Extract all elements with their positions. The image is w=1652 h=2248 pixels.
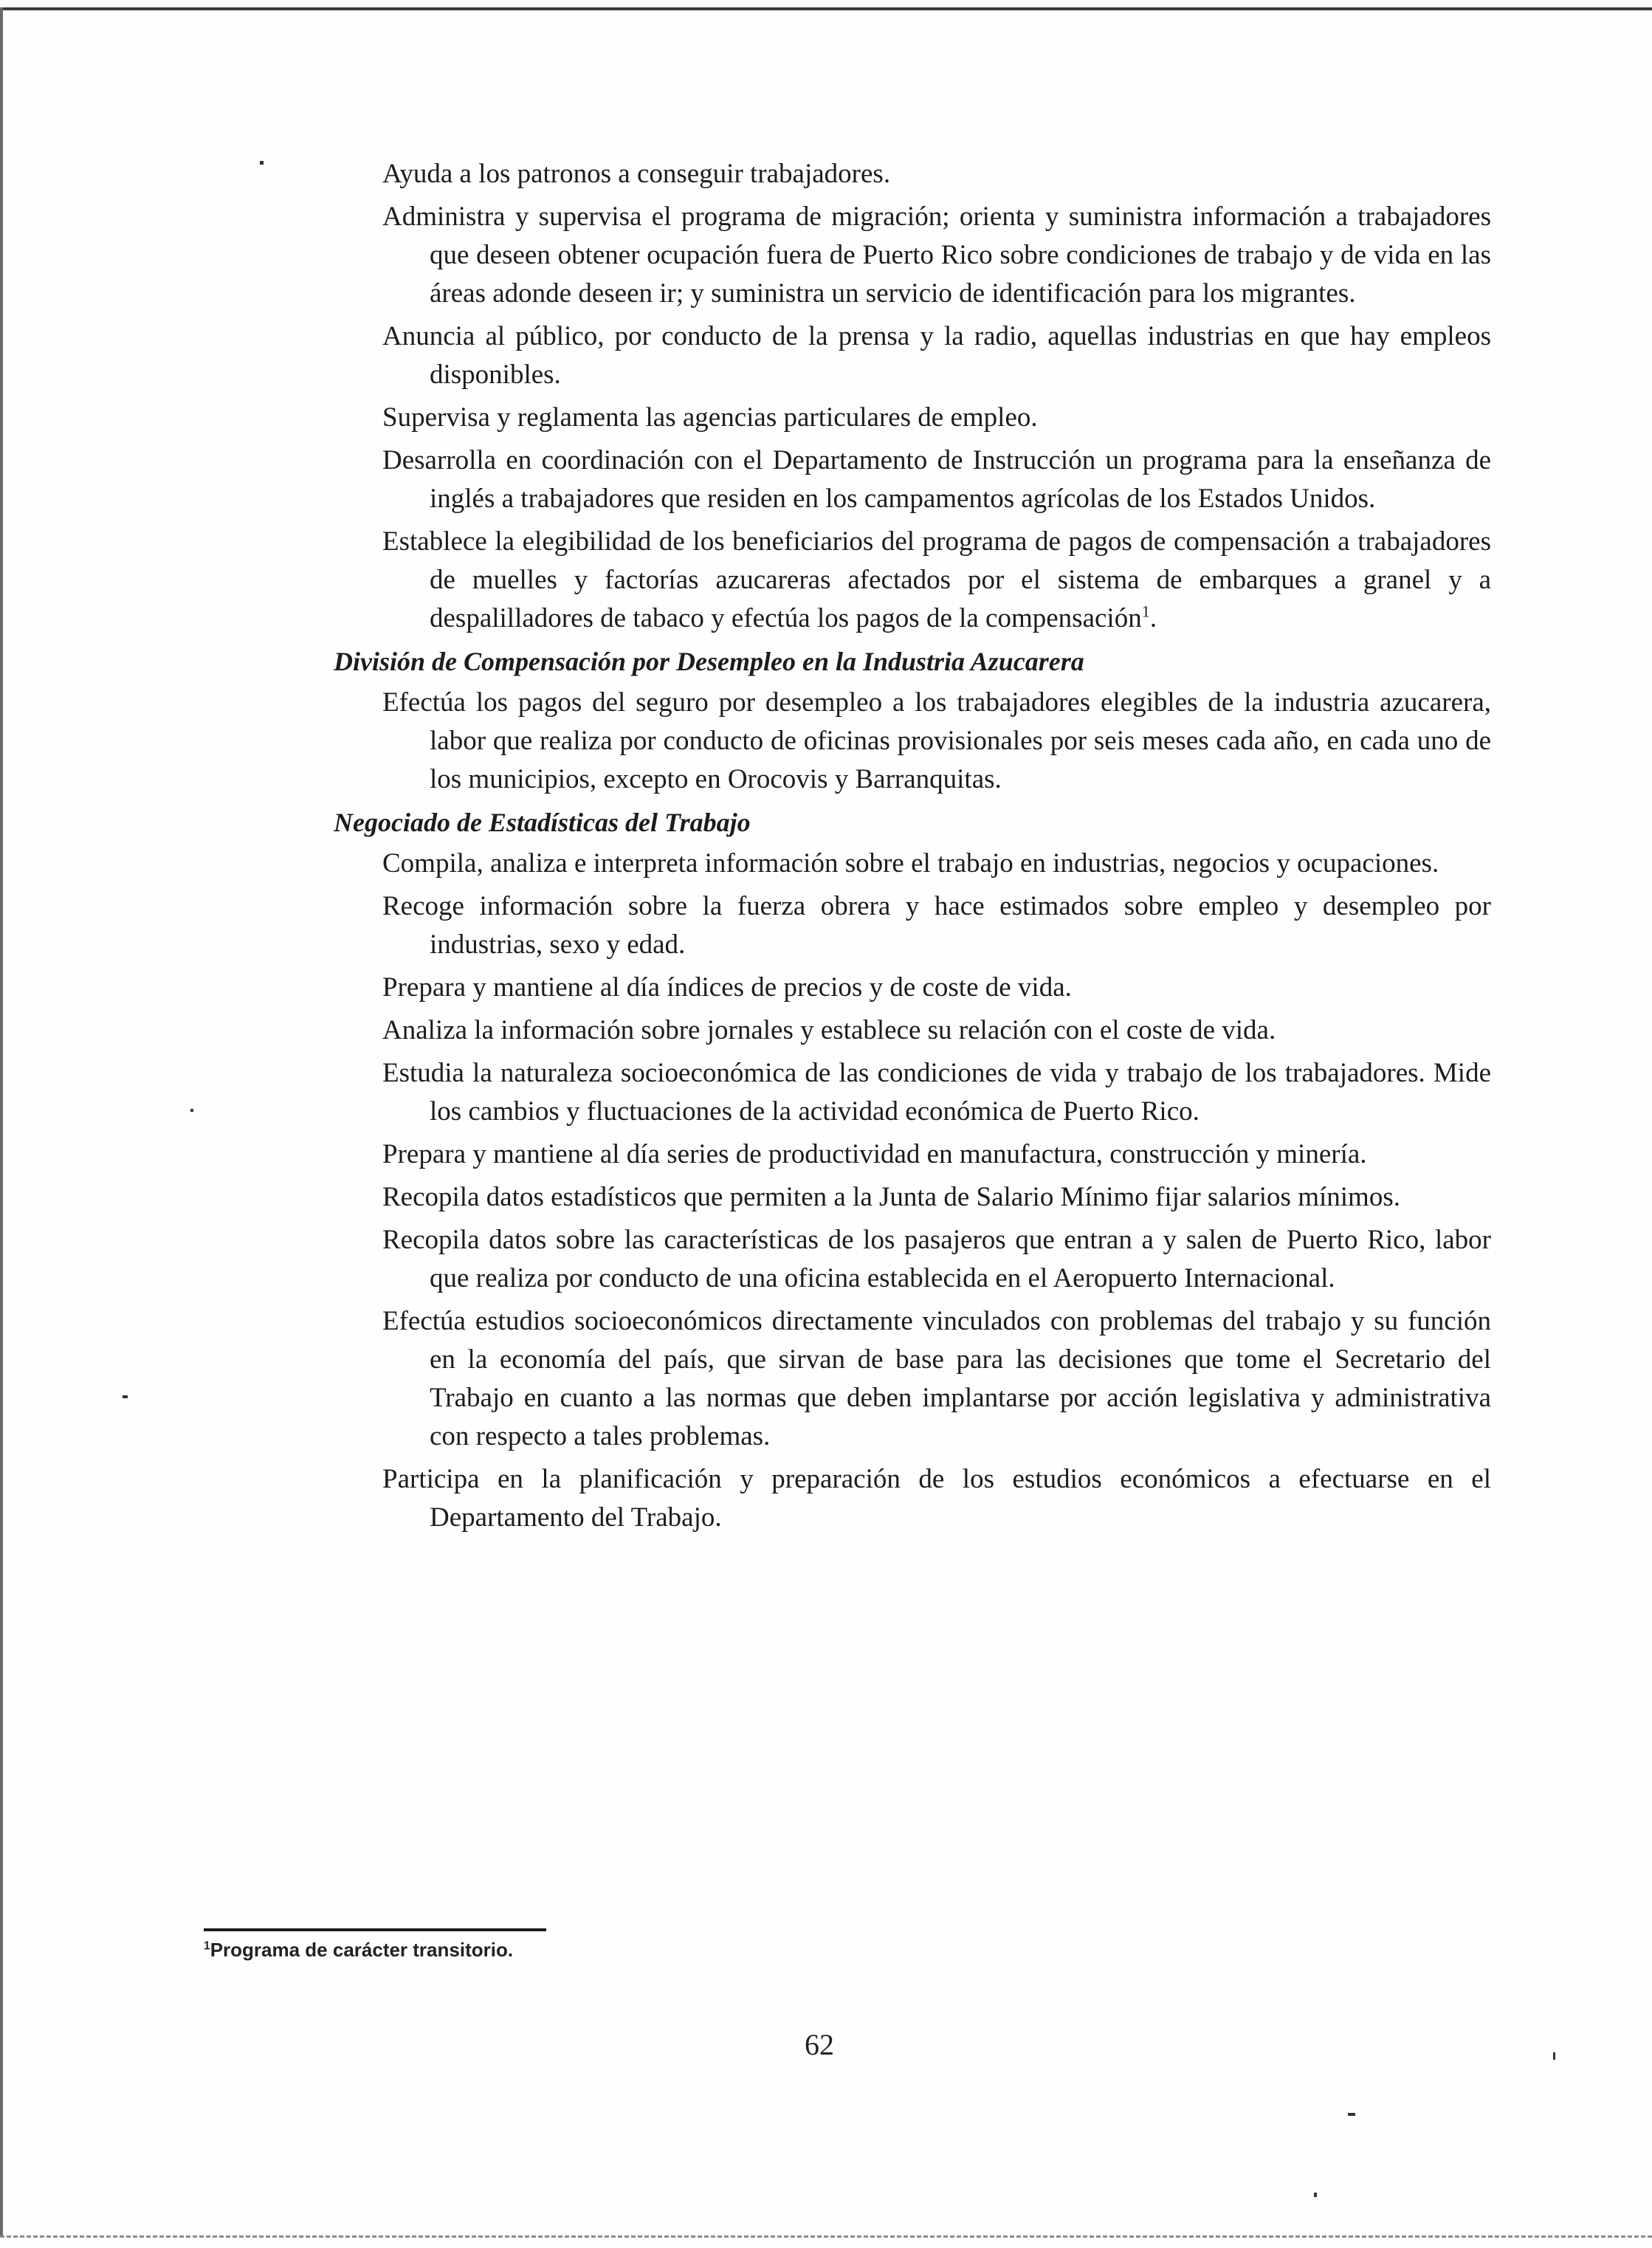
- function-item: Anuncia al público, por conducto de la prensa y la radio, aquellas industrias en que hay empleos disponibles.: [382, 321, 1491, 390]
- function-item: Desarrolla en coordinación con el Departamento de Instrucción un programa para la enseñanza de inglés a trabajadores que residen en los campamentos agrícolas de los Estados Unidos.: [382, 445, 1491, 514]
- scan-speck: [260, 161, 264, 165]
- scan-speck: [1314, 2193, 1317, 2197]
- function-item: Compila, analiza e interpreta información sobre el trabajo en industrias, negocios y ocupaciones.: [382, 848, 1439, 879]
- function-item-text: Establece la elegibilidad de los beneficiarios del programa de pagos de compensación a trabajadores de muelles y factorías azucareras afectados por el sistema de embarques a granel y a despalilladores de tabaco y efectúa los pagos de la compensación: [382, 526, 1491, 633]
- function-item: Recoge información sobre la fuerza obrera y hace estimados sobre empleo y desempleo por industrias, sexo y edad.: [382, 891, 1491, 960]
- function-item: Prepara y mantiene al día series de productividad en manufactura, construcción y minería.: [382, 1139, 1367, 1169]
- function-item: Participa en la planificación y preparación de los estudios económicos a efectuarse en el Departamento del Trabajo.: [382, 1464, 1491, 1533]
- function-item: Efectúa los pagos del seguro por desempleo a los trabajadores elegibles de la industria azucarera, labor que realiza por conducto de oficinas provisionales por seis meses cada año, en cada uno de los municipios, excepto en Orocovis y Barranquitas.: [382, 687, 1491, 794]
- function-item: Administra y supervisa el programa de migración; orienta y suministra información a trabajadores que deseen obtener ocupación fuera de Puerto Rico sobre condiciones de trabajo y de vida en las áreas adonde deseen ir; y suministra un servicio de identificación para los migrantes.: [382, 202, 1491, 309]
- sentence-end: .: [1149, 603, 1157, 633]
- scan-speck: [190, 1109, 193, 1112]
- function-item: Supervisa y reglamenta las agencias particulares de empleo.: [382, 402, 1038, 433]
- scan-speck: [1553, 2052, 1555, 2060]
- footnote-marker: 1: [204, 1939, 210, 1953]
- scan-bottom-edge: [0, 2235, 1652, 2238]
- section-labor-statistics: [334, 803, 1491, 1537]
- function-item: Recopila datos sobre las características de los pasajeros que entran a y salen de Puerto Rico, labor que realiza por conducto de una oficina establecida en el Aeropuerto Internacional.: [382, 1225, 1491, 1293]
- function-item: Prepara y mantiene al día índices de precios y de coste de vida.: [382, 972, 1072, 1003]
- section-heading: División de Compensación por Desempleo en la Industria Azucarera: [334, 647, 1084, 676]
- scan-speck: [1348, 2113, 1355, 2116]
- function-item: Estudia la naturaleza socioeconómica de las condiciones de vida y trabajo de los trabajadores. Mide los cambios y fluctuaciones de la actividad económica de Puerto Rico.: [382, 1058, 1491, 1127]
- function-item: Recopila datos estadísticos que permiten a la Junta de Salario Mínimo fijar salarios mínimos.: [382, 1182, 1400, 1212]
- section-heading: Negociado de Estadísticas del Trabajo: [334, 808, 751, 837]
- scan-top-border: [0, 7, 1652, 10]
- section-employment-services: [334, 155, 1491, 638]
- function-item-with-footnote: [382, 523, 1491, 638]
- footnote-reference: 1: [1141, 602, 1150, 621]
- footnote: [204, 1939, 513, 1962]
- function-item: Ayuda a los patronos a conseguir trabajadores.: [382, 159, 891, 189]
- page-number: 62: [805, 2028, 834, 2061]
- function-item: Analiza la información sobre jornales y establece su relación con el coste de vida.: [382, 1015, 1276, 1045]
- function-item: Efectúa estudios socioeconómicos directamente vinculados con problemas del trabajo y su función en la economía del país, que sirvan de base para las decisiones que tome el Secretario del Trabajo en cuanto a las normas que deben implantarse por acción legislativa y administrativa con respecto a tales problemas.: [382, 1306, 1491, 1451]
- section-sugar-unemployment: [334, 642, 1491, 799]
- scan-left-border: [0, 7, 3, 2237]
- footnote-separator: [204, 1928, 546, 1931]
- footnote-text: Programa de carácter transitorio.: [210, 1939, 514, 1961]
- page-body: [334, 155, 1491, 1541]
- scan-speck: [123, 1395, 128, 1398]
